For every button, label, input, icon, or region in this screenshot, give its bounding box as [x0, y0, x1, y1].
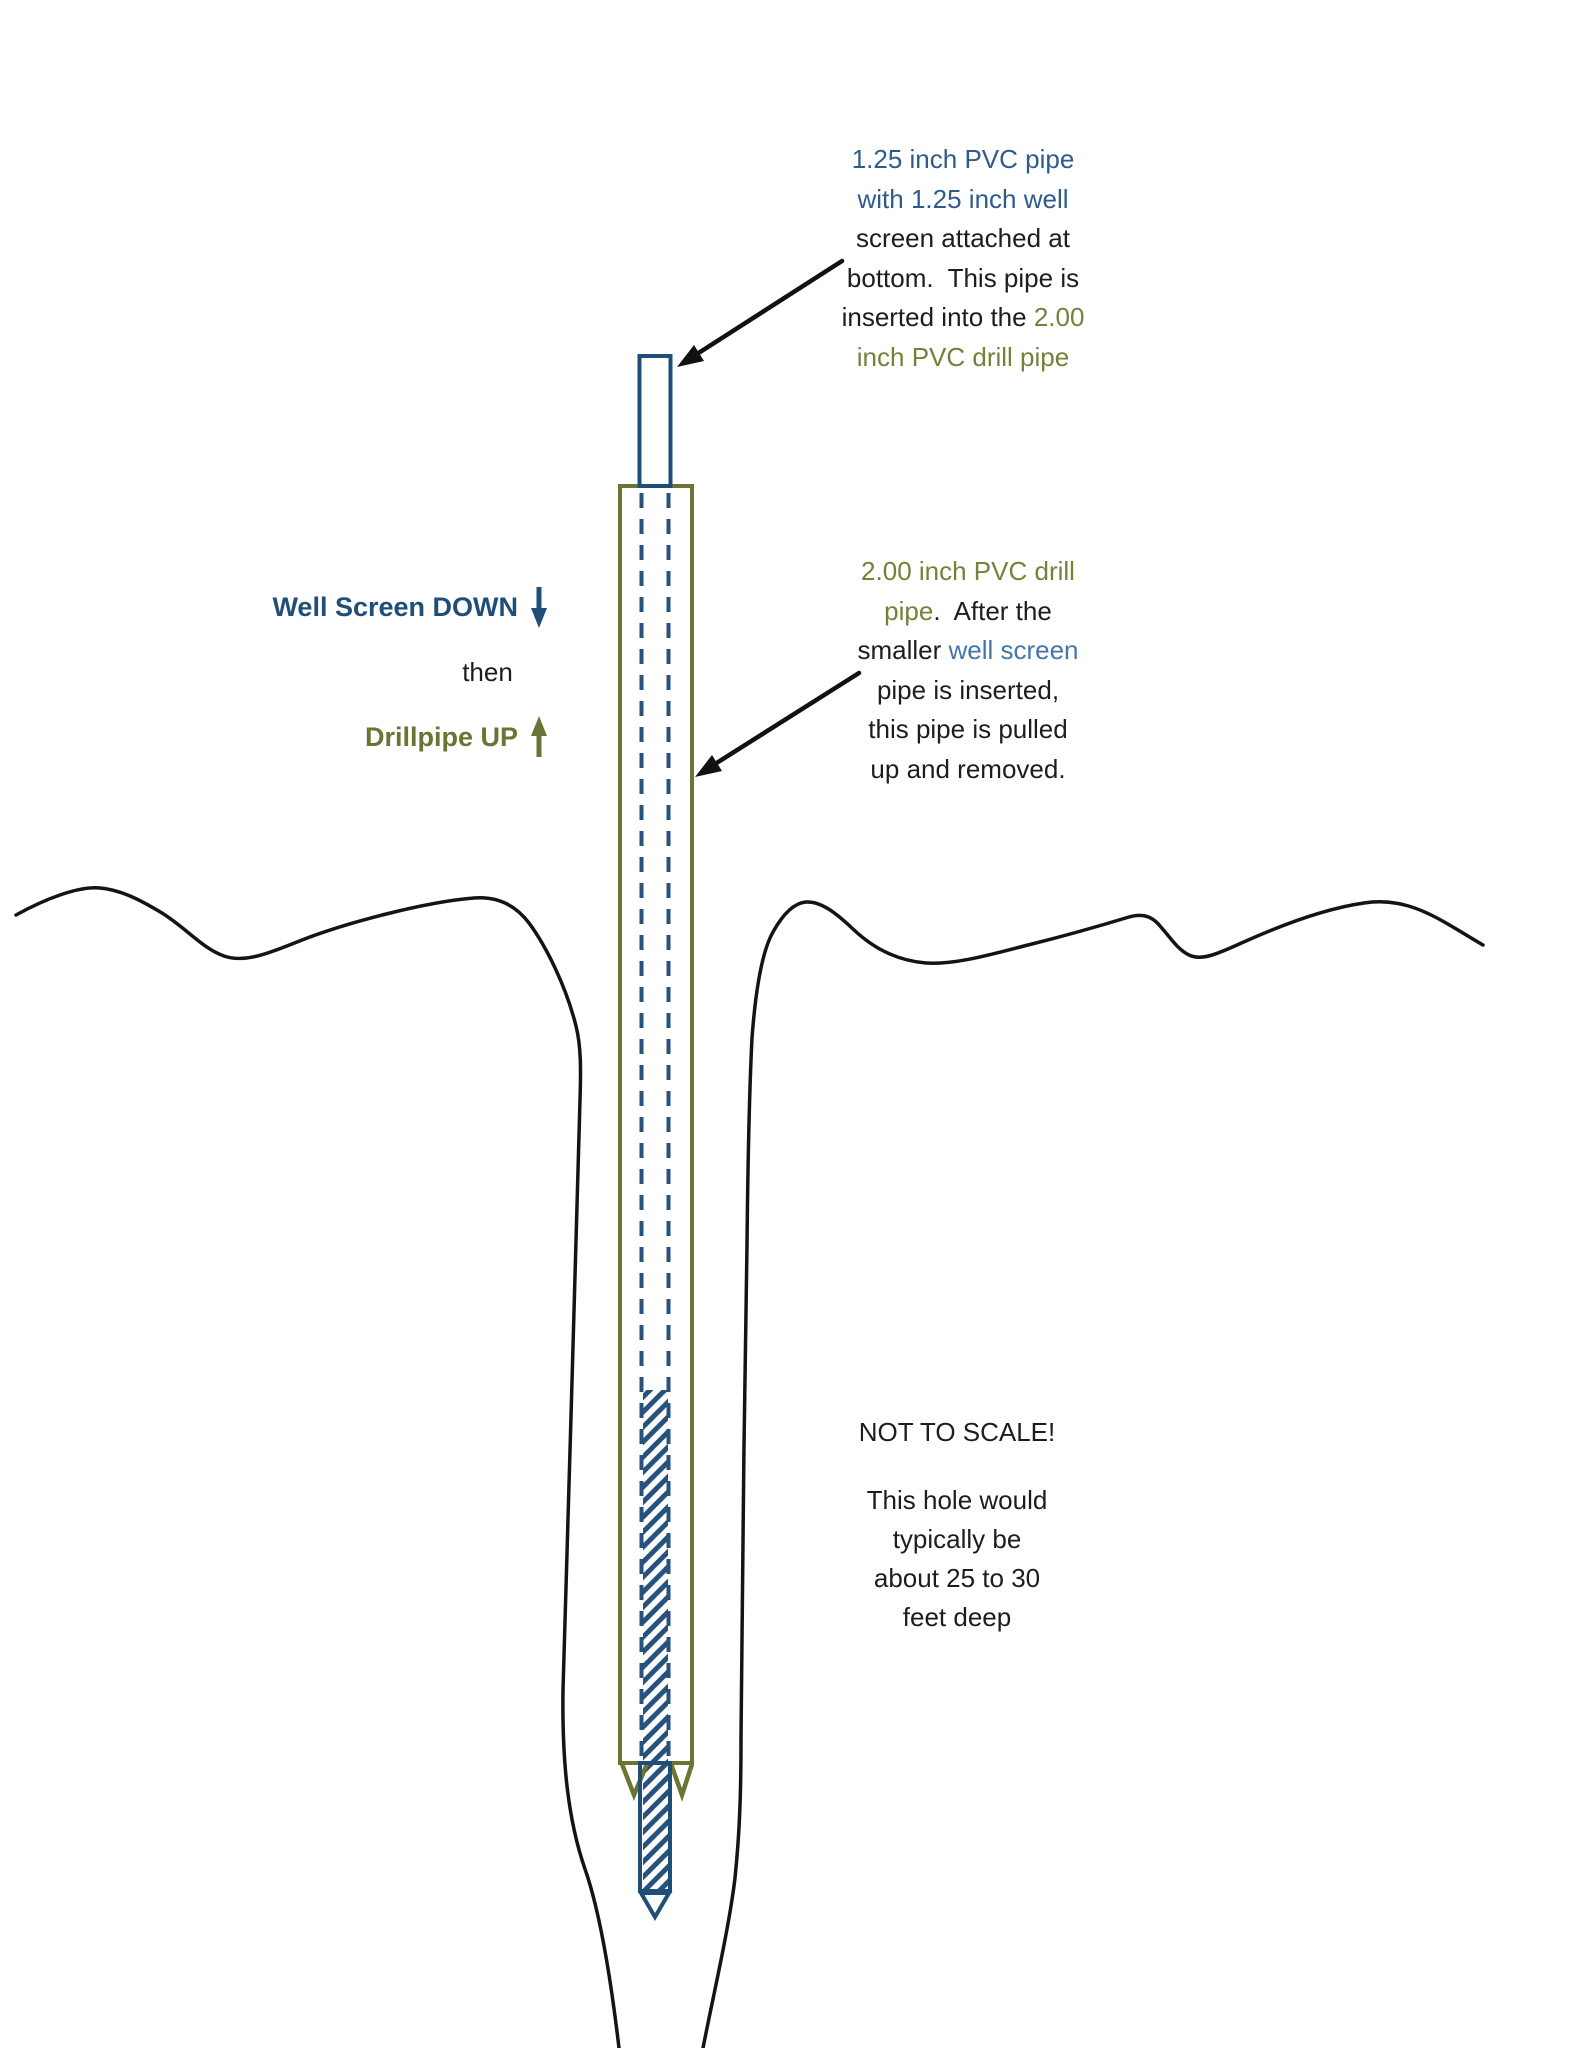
sequence-step-1	[240, 584, 550, 630]
scale-note-line-2: This hole would	[866, 1485, 1048, 1515]
callout-mid-line-6: up and removed.	[870, 753, 1066, 784]
sequence-step-2	[240, 714, 550, 760]
callout-top-line-4: bottom. This pipe is	[846, 262, 1080, 293]
callout-top-line-1: 1.25 inch PVC pipe	[851, 144, 1075, 174]
callout-arrow-top-head	[677, 345, 704, 367]
down-arrow-icon	[528, 584, 550, 630]
callout-top-line-5-black: inserted into the	[841, 302, 1034, 332]
callout-mid-line-2	[773, 592, 1163, 632]
scale-note-line-3: typically be	[892, 1524, 1022, 1554]
callout-mid-line-1: 2.00 inch PVC drill	[861, 556, 1075, 586]
callout-top-line-2: with 1.25 inch well	[857, 183, 1069, 214]
callout-top-line-5-olive: 2.00	[1033, 302, 1085, 332]
ground-line-left-and-hole-left-wall	[16, 888, 619, 2048]
callout-mid	[773, 552, 1163, 789]
callout-mid-line-3-blue: well screen	[948, 635, 1079, 665]
scale-note-line-5: feet deep	[902, 1602, 1012, 1632]
well-screen-hatch	[643, 1390, 668, 1890]
sequence-step-1-label: Well Screen DOWN	[272, 591, 518, 622]
drill-bit-tooth-right	[671, 1764, 692, 1795]
scale-note-title: NOT TO SCALE!	[858, 1417, 1056, 1447]
well-screen-pipe-top	[640, 356, 671, 486]
callout-top	[768, 140, 1158, 377]
scale-note-body	[762, 1481, 1152, 1637]
well-screen-point-tip	[641, 1893, 669, 1917]
callout-top-line-6: inch PVC drill pipe	[856, 341, 1070, 372]
callout-mid-line-3	[773, 631, 1163, 671]
callout-mid-line-3-black: smaller	[857, 635, 949, 665]
sequence-step-2-label: Drillpipe UP	[364, 721, 518, 752]
callout-top-line-5	[768, 298, 1158, 338]
callout-mid-line-2-black: . After the	[933, 595, 1052, 626]
callout-top-line-3: screen attached at	[856, 223, 1070, 253]
callout-mid-line-4: pipe is inserted,	[876, 674, 1060, 705]
hole-right-wall-and-ground-line-right	[703, 902, 1483, 2048]
callout-arrow-mid-head	[695, 755, 722, 777]
callout-mid-line-2-olive: pipe	[884, 595, 934, 626]
sequence-connector: then	[462, 657, 513, 687]
up-arrow-icon	[528, 714, 550, 760]
callout-mid-line-5: this pipe is pulled	[868, 714, 1068, 744]
scale-note-line-4: about 25 to 30	[873, 1563, 1041, 1593]
